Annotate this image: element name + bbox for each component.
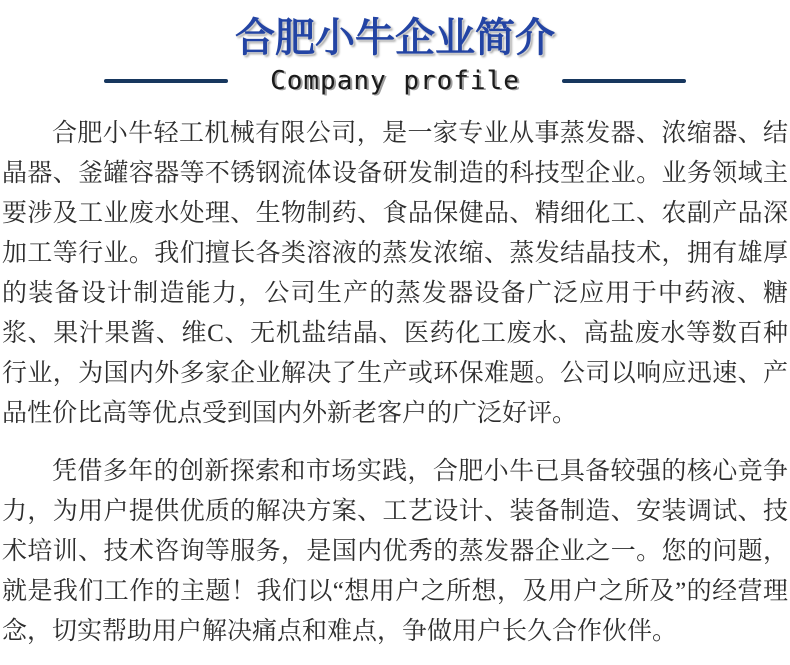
profile-text [0, 114, 790, 652]
page-subtitle: Company profile [270, 66, 520, 96]
page-title: 合肥小牛企业简介 [235, 15, 555, 60]
subtitle-right-rule [562, 79, 686, 83]
subtitle-left-rule [104, 79, 228, 83]
subtitle-row [0, 66, 790, 96]
competitiveness-paragraph: 凭借多年的创新探索和市场实践，合肥小牛已具备较强的核心竞争力，为用户提供优质的解决方案、工艺设计、装备制造、安装调试、技术培训、技术咨询等服务，是国内优秀的蒸发器企业之一。您的问题，就是我们工作的主题！我们以“想用户之所想，及用户之所及”的经营理念，切实帮助用户解决痛点和难点，争做用户长久合作伙伴。 [2, 458, 788, 645]
intro-paragraph: 合肥小牛轻工机械有限公司，是一家专业从事蒸发器、浓缩器、结晶器、釜罐容器等不锈钢流体设备研发制造的科技型企业。业务领域主要涉及工业废水处理、生物制药、食品保健品、精细化工、农副产品深加工等行业。我们擅长各类溶液的蒸发浓缩、蒸发结晶技术，拥有雄厚的装备设计制造能力，公司生产的蒸发器设备广泛应用于中药液、糖浆、果汁果酱、维C、无机盐结晶、医药化工废水、高盐废水等数百种行业，为国内外多家企业解决了生产或环保难题。公司以响应迅速、产品性价比高等优点受到国内外新老客户的广泛好评。 [2, 120, 788, 427]
